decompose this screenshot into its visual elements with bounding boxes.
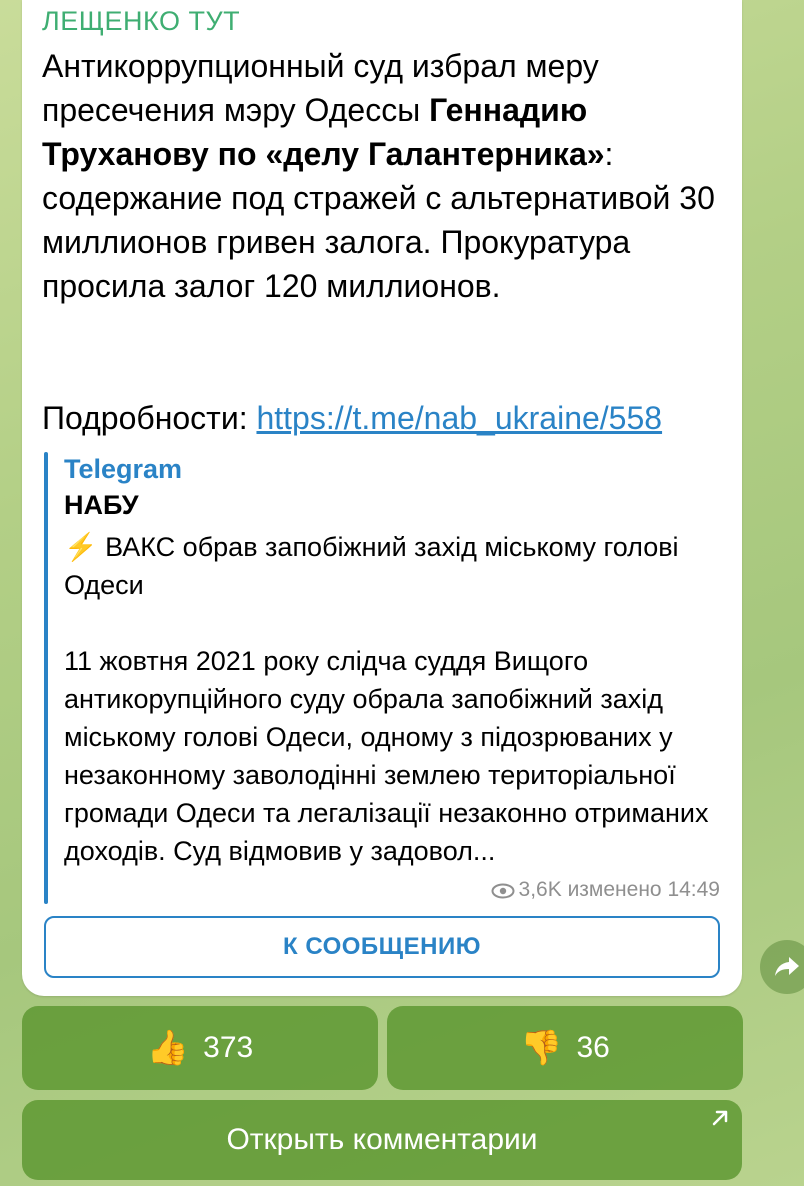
open-comments-label: Открыть комментарии xyxy=(226,1123,538,1156)
channel-name[interactable]: ЛЕЩЕНКО ТУТ xyxy=(42,6,241,36)
message-bubble xyxy=(22,0,742,996)
details-link[interactable]: https://t.me/nab_ukraine/558 xyxy=(256,400,663,436)
lightning-icon: ⚡ xyxy=(64,532,98,562)
reaction-thumbs-up[interactable] xyxy=(22,1006,378,1090)
thumbs-up-icon: 👍 xyxy=(146,1029,190,1067)
reaction-thumbs-down[interactable] xyxy=(387,1006,743,1090)
details-label: Подробности: xyxy=(42,400,257,436)
reaction-count-thumbs-down: 36 xyxy=(576,1031,610,1064)
share-arrow-icon xyxy=(773,955,801,979)
to-message-button[interactable]: К СООБЩЕНИЮ xyxy=(44,916,720,978)
link-preview-headline: ВАКС обрав запобіжний захід міському голові Одеси xyxy=(64,532,679,600)
details-line xyxy=(42,396,662,440)
link-preview-site[interactable]: Telegram xyxy=(64,454,183,484)
link-preview-bar xyxy=(44,452,48,904)
message-text xyxy=(42,44,732,308)
message-meta xyxy=(491,878,720,905)
views-count: 3,6K xyxy=(518,878,562,901)
share-button[interactable] xyxy=(760,940,804,994)
edited-label: изменено xyxy=(567,878,662,901)
link-preview-description[interactable] xyxy=(64,528,714,870)
thumbs-down-icon: 👎 xyxy=(520,1029,563,1067)
views-eye-icon xyxy=(491,881,515,905)
message-text-part1: Антикоррупционный суд избрал меру пресечения мэру Одессы xyxy=(42,48,599,128)
message-text-bold: Геннадию Труханову по «делу Галантерника» xyxy=(42,92,605,172)
message-text-part2: : содержание под стражей с альтернативой 30 миллионов гривен залога. Прокуратура просила залог 120 миллионов. xyxy=(42,136,715,304)
link-preview-body: 11 жовтня 2021 року слідча суддя Вищого антикорупційного суду обрала запобіжний захід міському голові Одеси, одному з підозрюваних у незаконному заволодінні землею територіальної громади Одеси та легалізації незаконно отриманих доходів. Суд відмовив у задовол... xyxy=(64,646,709,866)
external-arrow-icon xyxy=(708,1106,732,1130)
reaction-count-thumbs-up: 373 xyxy=(203,1031,254,1064)
open-comments-button[interactable] xyxy=(22,1100,742,1180)
link-preview-title[interactable]: НАБУ xyxy=(64,490,139,520)
message-time: 14:49 xyxy=(667,878,720,901)
